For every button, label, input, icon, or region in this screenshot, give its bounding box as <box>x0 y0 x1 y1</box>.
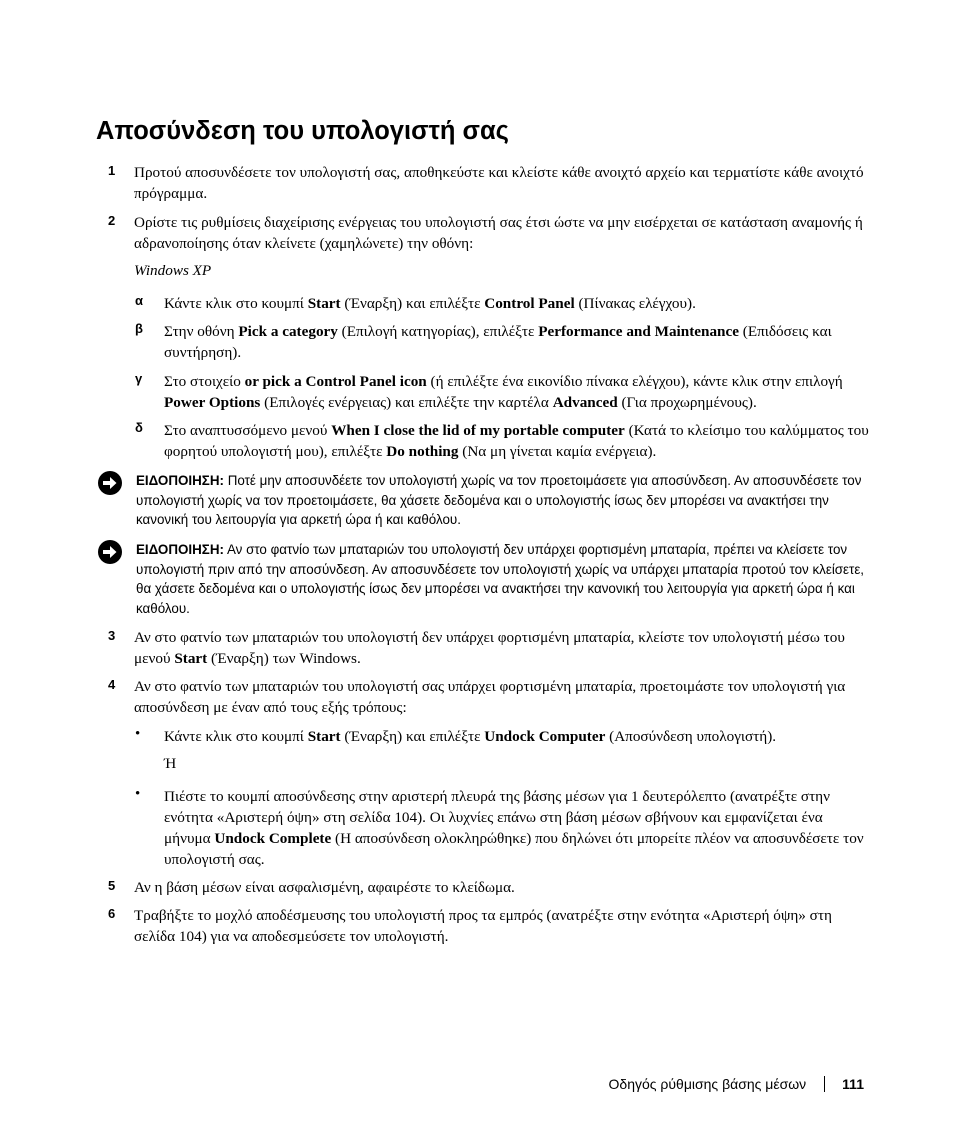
notice-1 <box>98 471 868 530</box>
notice-text: ΕΙΔΟΠΟΙΗΣΗ: Ποτέ μην αποσυνδέετε τον υπολογιστή χωρίς να τον προετοιμάσετε για αποσύνδεση. Αν αποσυνδέσετε τον υπολογιστή χωρίς να τον προετοιμάσετε, θα χάσετε δεδομένα και ο υπολογιστής ίσως δεν μπορέσει να ανακτήσει την κανονική του λειτουργία για αρκετή ώρα ή και καθόλου. <box>136 473 862 528</box>
substep-a <box>135 293 870 314</box>
substep-text: Στο στοιχείο or pick a Control Panel icon (ή επιλέξτε ένα εικονίδιο πίνακα ελέγχου), κάντε κλικ στην επιλογή Power Options (Επιλογές ενέργειας) και επιλέξτε την καρτέλα Advanced (Για προχωρημένους). <box>164 373 843 411</box>
step-number: 2 <box>108 213 116 228</box>
page-title: Αποσύνδεση του υπολογιστή σας <box>96 117 509 145</box>
step-text: Τραβήξτε το μοχλό αποδέσμευσης του υπολογιστή προς τα εμπρός (ανατρέξτε στην ενότητα «Αριστερή όψη» στη σελίδα 104) για να αποδεσμεύσετε τον υπολογιστή. <box>134 907 832 945</box>
substep-letter: δ <box>135 420 143 435</box>
step-4 <box>108 676 868 718</box>
notice-2 <box>98 540 868 618</box>
page-number: 111 <box>842 1076 864 1092</box>
step-number: 4 <box>108 677 116 692</box>
bullet-text: Κάντε κλικ στο κουμπί Start (Έναρξη) και επιλέξτε Undock Computer (Αποσύνδεση υπολογιστή). <box>164 728 777 745</box>
notice-icon <box>98 540 122 564</box>
substep-letter: β <box>135 321 143 336</box>
footer-text: Οδηγός ρύθμισης βάσης μέσων <box>608 1076 807 1092</box>
substep-b <box>135 321 870 363</box>
substep-text: Στην οθόνη Pick a category (Επιλογή κατηγορίας), επιλέξτε Performance and Maintenance (Επιδόσεις και συντήρηση). <box>164 323 832 361</box>
substep-letter: γ <box>135 371 143 386</box>
step-number: 5 <box>108 878 116 893</box>
step-3 <box>108 627 868 669</box>
step-text: Αν η βάση μέσων είναι ασφαλισμένη, αφαιρέστε το κλείδωμα. <box>134 879 515 896</box>
bullet-mark: • <box>135 726 141 742</box>
os-label: Windows XP <box>134 262 212 279</box>
step-number: 3 <box>108 628 116 643</box>
step-5 <box>108 877 868 898</box>
step-2 <box>108 212 868 281</box>
footer-separator <box>824 1076 825 1092</box>
bullet-item-1 <box>135 726 870 774</box>
substep-c <box>135 371 870 413</box>
step-1 <box>108 162 868 204</box>
step-text: Ορίστε τις ρυθμίσεις διαχείρισης ενέργειας του υπολογιστή σας έτσι ώστε να μην εισέρχεται σε κατάσταση αναμονής ή αδρανοποίησης όταν κλείνετε (χαμηλώνετε) την οθόνη: <box>134 214 863 252</box>
step-number: 1 <box>108 163 116 178</box>
bullet-item-2 <box>135 786 870 870</box>
substep-text: Κάντε κλικ στο κουμπί Start (Έναρξη) και επιλέξτε Control Panel (Πίνακας ελέγχου). <box>164 295 696 312</box>
or-text: Ή <box>164 755 177 772</box>
step-text: Αν στο φατνίο των μπαταριών του υπολογιστή σας υπάρχει φορτισμένη μπαταρία, προετοιμάστε τον υπολογιστή για αποσύνδεση με έναν από τους εξής τρόπους: <box>134 678 846 716</box>
notice-text: ΕΙΔΟΠΟΙΗΣΗ: Αν στο φατνίο των μπαταριών του υπολογιστή δεν υπάρχει φορτισμένη μπαταρία, πρέπει να κλείσετε τον υπολογιστή πριν από την αποσύνδεση. Αν αποσυνδέσετε τον υπολογιστή χωρίς να υπάρχει μπαταρία προτού τον κλείσετε, θα χάσετε δεδομένα και ο υπολογιστής ίσως δεν μπορέσει να ανακτήσει την κανονική του λειτουργία για αρκετή ώρα ή και καθόλου. <box>136 542 865 616</box>
bullet-text: Πιέστε το κουμπί αποσύνδεσης στην αριστερή πλευρά της βάσης μέσων για 1 δευτερόλεπτο (ανατρέξτε στην ενότητα «Αριστερή όψη» στη σελίδα 104). Οι λυχνίες επάνω στη βάση μέσων σβήνουν και εμφανίζεται ένα μήνυμα Undock Complete (Η αποσύνδεση ολοκληρώθηκε) που δηλώνει ότι μπορείτε πλέον να αποσυνδέσετε τον υπολογιστή σας. <box>164 788 864 868</box>
notice-icon <box>98 471 122 495</box>
step-text: Προτού αποσυνδέσετε τον υπολογιστή σας, αποθηκεύστε και κλείστε κάθε ανοιχτό αρχείο και τερματίστε κάθε ανοιχτό πρόγραμμα. <box>134 164 864 202</box>
step-6 <box>108 905 868 947</box>
substep-d <box>135 420 870 462</box>
step-number: 6 <box>108 906 116 921</box>
step-text: Αν στο φατνίο των μπαταριών του υπολογιστή δεν υπάρχει φορτισμένη μπαταρία, κλείστε τον υπολογιστή μέσω του μενού Start (Έναρξη) των Windows. <box>134 629 845 667</box>
substep-text: Στο αναπτυσσόμενο μενού When I close the lid of my portable computer (Κατά το κλείσιμο του καλύμματος του φορητού υπολογιστή μου), επιλέξτε Do nothing (Να μη γίνεται καμία ενέργεια). <box>164 422 869 460</box>
bullet-mark: • <box>135 786 141 802</box>
page-footer <box>609 1076 864 1092</box>
substep-letter: α <box>135 293 143 308</box>
